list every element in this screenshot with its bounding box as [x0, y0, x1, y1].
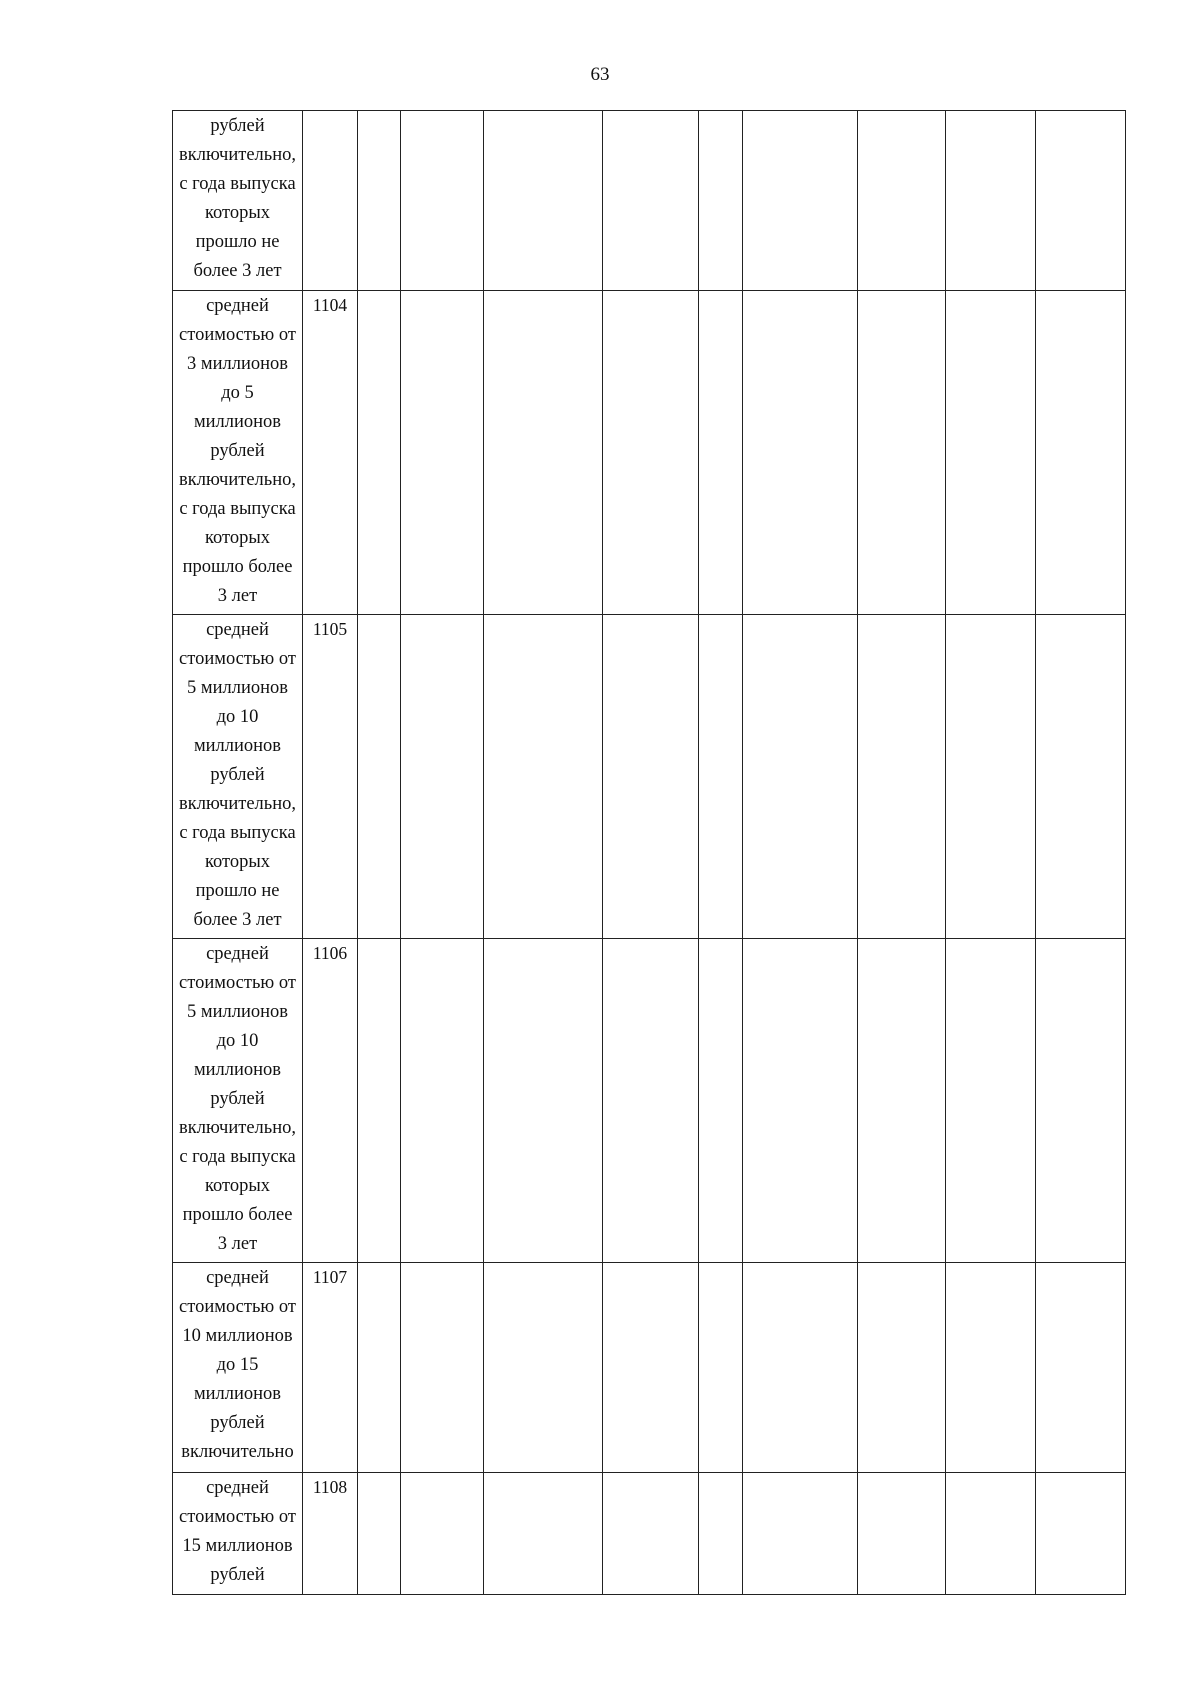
empty-value-cell	[603, 939, 699, 1263]
row-label-line: средней	[206, 1268, 269, 1288]
row-label-line: с года выпуска	[179, 174, 296, 194]
empty-value-cell	[603, 615, 699, 939]
row-label-line: 3 лет	[217, 1234, 258, 1254]
empty-value-cell	[484, 1473, 603, 1595]
empty-value-cell	[743, 615, 858, 939]
empty-value-cell	[358, 111, 401, 291]
empty-value-cell	[603, 1263, 699, 1473]
empty-value-cell	[401, 939, 484, 1263]
table-body	[173, 111, 1126, 1595]
row-label-line: миллионов	[193, 412, 282, 432]
empty-value-cell	[358, 615, 401, 939]
row-code-cell	[303, 111, 358, 291]
empty-value-cell	[1036, 1263, 1126, 1473]
row-label-line: миллионов	[193, 736, 282, 756]
empty-value-cell	[1036, 615, 1126, 939]
row-label-line: рублей	[210, 1413, 265, 1433]
row-label-line: средней	[206, 620, 269, 640]
empty-value-cell	[484, 615, 603, 939]
empty-value-cell	[946, 1263, 1036, 1473]
empty-value-cell	[858, 939, 946, 1263]
row-label-line: прошло более	[182, 557, 293, 577]
table-row	[173, 291, 1126, 615]
row-label-line: с года выпуска	[179, 499, 296, 519]
empty-value-cell	[603, 1473, 699, 1595]
row-code-cell: 1107	[303, 1263, 358, 1473]
row-label-line: включительно,	[178, 470, 297, 490]
row-label-line: средней	[206, 1478, 269, 1498]
empty-value-cell	[358, 291, 401, 615]
row-label-line: стоимостью от	[179, 973, 296, 993]
empty-value-cell	[743, 291, 858, 615]
row-label-line: прошло не	[195, 232, 280, 252]
empty-value-cell	[484, 291, 603, 615]
row-code-cell: 1108	[303, 1473, 358, 1595]
row-label-cell	[173, 291, 303, 615]
table-row	[173, 1263, 1126, 1473]
row-label-line: 3 лет	[217, 586, 258, 606]
empty-value-cell	[858, 111, 946, 291]
row-label-line: рублей	[210, 1089, 265, 1109]
report-table	[172, 110, 1126, 1595]
empty-value-cell	[743, 939, 858, 1263]
row-label-line: стоимостью от	[179, 1507, 296, 1527]
row-label-line: включительно	[181, 1442, 294, 1462]
empty-value-cell	[946, 1473, 1036, 1595]
empty-value-cell	[699, 1473, 743, 1595]
table-row	[173, 615, 1126, 939]
row-label-cell	[173, 111, 303, 291]
empty-value-cell	[858, 1263, 946, 1473]
row-label-line: включительно,	[178, 1118, 297, 1138]
row-label-line: миллионов	[193, 1384, 282, 1404]
row-label-line: рублей	[210, 441, 265, 461]
row-label-line: с года выпуска	[179, 1147, 296, 1167]
empty-value-cell	[743, 111, 858, 291]
empty-value-cell	[699, 939, 743, 1263]
row-label-line: которых	[204, 852, 271, 872]
row-label-line: с года выпуска	[179, 823, 296, 843]
row-code-cell: 1106	[303, 939, 358, 1263]
row-label-line: более 3 лет	[193, 910, 282, 930]
empty-value-cell	[1036, 1473, 1126, 1595]
table-row	[173, 111, 1126, 291]
row-label-cell	[173, 1263, 303, 1473]
row-label-line: миллионов	[193, 1060, 282, 1080]
row-label-line: включительно,	[178, 794, 297, 814]
row-label-line: 10 миллионов	[182, 1326, 293, 1346]
empty-value-cell	[858, 291, 946, 615]
empty-value-cell	[401, 615, 484, 939]
row-code-cell: 1105	[303, 615, 358, 939]
empty-value-cell	[401, 291, 484, 615]
row-label-cell	[173, 1473, 303, 1595]
empty-value-cell	[358, 1473, 401, 1595]
row-label-line: до 10	[216, 707, 259, 727]
row-label-line: до 5	[221, 383, 254, 403]
row-label-line: рублей	[210, 116, 265, 136]
empty-value-cell	[358, 939, 401, 1263]
empty-value-cell	[858, 615, 946, 939]
row-label-line: которых	[204, 1176, 271, 1196]
row-label-line: прошло более	[182, 1205, 293, 1225]
row-label-line: стоимостью от	[179, 1297, 296, 1317]
empty-value-cell	[484, 1263, 603, 1473]
empty-value-cell	[603, 111, 699, 291]
row-label-line: средней	[206, 296, 269, 316]
row-label-cell	[173, 939, 303, 1263]
page-number: 63	[590, 64, 610, 85]
row-label-line: 5 миллионов	[187, 678, 288, 698]
empty-value-cell	[484, 111, 603, 291]
empty-value-cell	[603, 291, 699, 615]
empty-value-cell	[946, 111, 1036, 291]
empty-value-cell	[743, 1263, 858, 1473]
empty-value-cell	[946, 615, 1036, 939]
row-label-line: которых	[204, 528, 271, 548]
empty-value-cell	[858, 1473, 946, 1595]
empty-value-cell	[699, 1263, 743, 1473]
table-row	[173, 939, 1126, 1263]
row-label-line: 15 миллионов	[182, 1536, 293, 1556]
row-label-line: стоимостью от	[179, 325, 296, 345]
table-row	[173, 1473, 1126, 1595]
empty-value-cell	[401, 1263, 484, 1473]
empty-value-cell	[699, 111, 743, 291]
row-label-line: рублей	[210, 765, 265, 785]
row-label-cell	[173, 615, 303, 939]
row-label-line: прошло не	[195, 881, 280, 901]
row-label-line: средней	[206, 944, 269, 964]
row-label-line: включительно,	[178, 145, 297, 165]
row-label-line: до 10	[216, 1031, 259, 1051]
empty-value-cell	[1036, 291, 1126, 615]
empty-value-cell	[699, 615, 743, 939]
empty-value-cell	[484, 939, 603, 1263]
empty-value-cell	[946, 939, 1036, 1263]
row-label-line: которых	[204, 203, 271, 223]
empty-value-cell	[401, 1473, 484, 1595]
empty-value-cell	[743, 1473, 858, 1595]
empty-value-cell	[1036, 111, 1126, 291]
empty-value-cell	[1036, 939, 1126, 1263]
empty-value-cell	[358, 1263, 401, 1473]
row-label-line: до 15	[216, 1355, 259, 1375]
empty-value-cell	[946, 291, 1036, 615]
empty-value-cell	[401, 111, 484, 291]
row-code-cell: 1104	[303, 291, 358, 615]
row-label-line: 5 миллионов	[187, 1002, 288, 1022]
row-label-line: стоимостью от	[179, 649, 296, 669]
row-label-line: рублей	[210, 1565, 265, 1585]
empty-value-cell	[699, 291, 743, 615]
row-label-line: более 3 лет	[193, 261, 282, 281]
row-label-line: 3 миллионов	[187, 354, 288, 374]
